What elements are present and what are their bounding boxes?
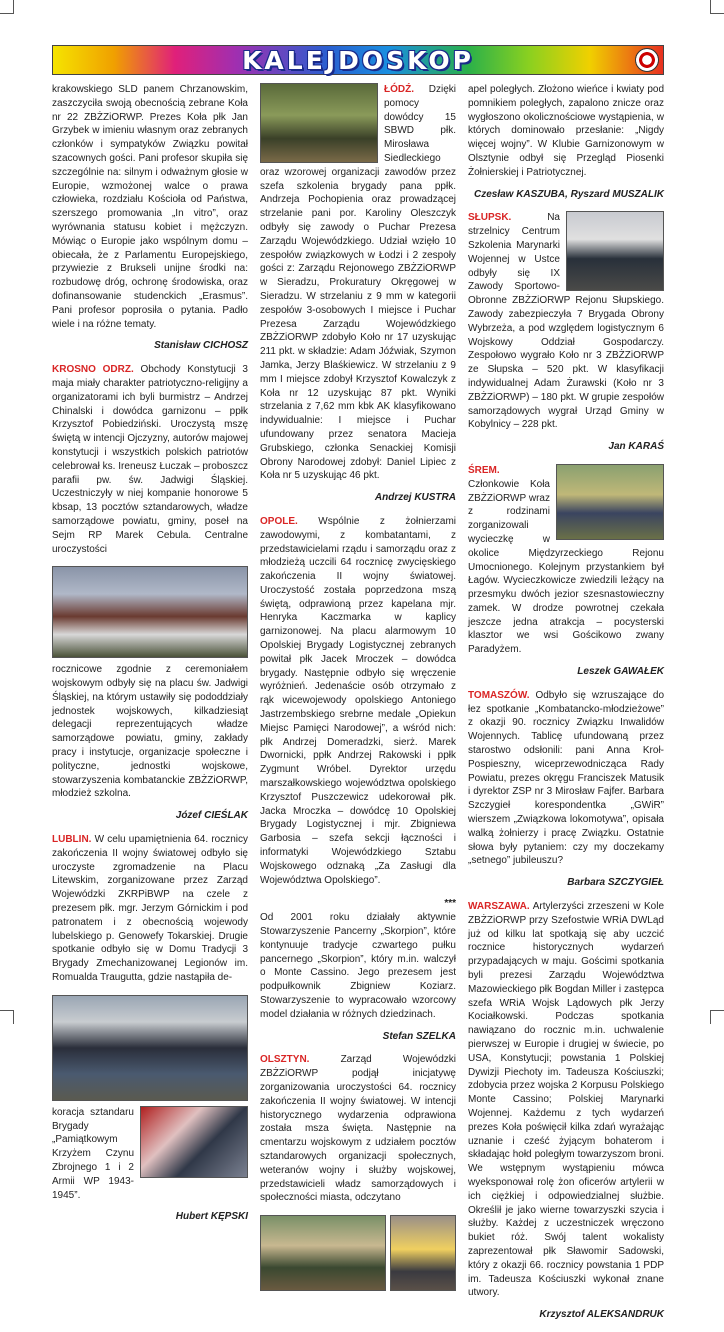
article-olsztyn-continued	[468, 83, 664, 180]
article-heading: ŁÓDŹ.	[384, 84, 414, 95]
header-banner	[52, 45, 664, 75]
photo-olsztyn-flowers	[390, 1215, 456, 1291]
section-separator: ***	[444, 898, 456, 910]
article-text: Wspólnie z żołnierzami zawodowymi, z kombatantami, z przedstawicielami rządu i samorządu oraz z młodzieżą uczcili 64 rocznicę zwycięskiego zakończenia II wojny światowej. Uroczystość została poprzedzona mszą świętą, odprawioną przez kapelana mjr. Henryka Kaczmarka w kaplicy garnizonowej. Na placu alarmowym 10 Opolskiej Brygady Logistycznej zebranych powitał płk Jacek Mroczek – dowódca brygady. Następnie odbyło się wręczenie wyróżnień. Jedenaście osób otrzymało z rąk wicewojewody opolskiego Antoniego Jastrzembskiego srebrne medale „Opiekun Miejsc Pamięci Narodowej”, a wśród nich: płk Andrzej Domeradzki, sierż. Marek Dwornicki, ppłk Andrzej Rakowski i ppłk Zygmunt Wróbel. Dyrektor urzędu marszałkowskiego województwa opolskiego Krzysztof Puszczewicz udekorował płk. Jacka Mroczka – dowódcę 10 Opolskiej Brygady Logistycznej i mjr. Zbigniewa Garbosia – szefa sekcji łączności i informatyki Wojewódzkiego Sztabu Wojskowego odznaką „Za Zasługi dla Województwa Opolskiego”.	[260, 515, 456, 886]
photo-slupsk-awards	[566, 211, 664, 291]
article-text: W celu upamiętnienia 64. rocznicy zakończenia II wojny światowej odbyło się uroczyste zgromadzenie na Placu Litewskim, zorganizowane przez Zarząd Wojewódzki ZKRPiBWP na czele z prezesem płk. mgr. Jerzym Górnickim i pod patronatem i z obecnością wojewody lubelskiego p. Genowefy Tokarskiej. Drugie spotkanie odbyło się w Domu Tradycji 3 Brygady Zmechanizowanej Legionów im. Romualda Traugutta, gdzie nastąpiła de-	[52, 834, 248, 984]
author-signature: Andrzej KUSTRA	[374, 492, 456, 504]
column-right	[468, 83, 664, 1332]
article-text: Artylerzyści zrzeszeni w Kole ZBŻZiORWP przy Szefostwie WRiA DWLąd już od kilku lat spotkają się aby uczcić rocznice historycznych wydarzeń przypadających w maju. Gościmi spotkania byli prezesi Zarządu Województwa Mazowieckiego płk Bogdan Miller i zastępca szefa WRiA Wojsk Lądowych płk Jerzy Kociałkowski. Podczas spotkania nawiązano do rocznic m.in. uchwalenie pierwszej w Europie i drugiej w świecie, po USA, Konstytucji; powstania 1 Polskiej Dywizji Piechoty im. Tadeusza Kościuszki; zdobycia przez wojska 2 Korpusu Polskiego Monte Cassino; Polskiej Marynarki Wojennej. Każdemu z tych wydarzeń prezes Koła poświęcił kilka zdań wyrażając uznanie i cześć żyjącym bohaterom i składając hołd poległym towarzyszom broni. We wstępnym wystąpieniu mówca wyeksponował rolę żon oficerów artylerii w ich ciężkiej i odpowiedzialnej służbie. Określił je jako wierne towarzyszki szycia i służby. Każdej z uczestniczek wręczono bukiet róż. Swój talent wokalisty zaprezentował płk Sławomir Sadowski, który z okazji 66. rocznicy powstania 1 PDP im. Tadeusza Kościuszki wykonał znane utwory.	[468, 901, 665, 1299]
article-text: Na strzelnicy Centrum Szkolenia Marynarki Wojennej w Ustce odbyły się IX Zawody Sportowo-Obronne ZBŻZiORWP Rejonu Słupskiego. Zawody zabezpieczyła 7 Brygada Obrony Wybrzeża, a pod względem logistycznym 6 Wojskowy Oddział Gospodarczy. Zespołowo wygrało Koło nr 3 ZBŻZiORWP ze Słupska – 520 pkt. W klasyfikacji indywidualnej Adam Żurawski (Koło nr 3 ZBŻZiORWP) – 180 pkt. W grupie zespołów samorządowych wygrał Urząd Gminy w Kobylnicy – 228 pkt.	[468, 212, 664, 431]
crop-mark-top-right	[710, 0, 724, 14]
article-text: Od 2001 roku działały aktywnie Stowarzyszenie Pancerny „Skorpion”, które kontynuuje tradycje czwartego pułku pancernego „Skorpion”, który m.in. walczył o Monte Cassino. Jego prezesem jest podpułkownik Zbigniew Koziarz. Stowarzyszenie to wypracowało wzorcowy model działania w różnych dziedzinach.	[260, 912, 456, 1020]
emblem-icon	[635, 48, 659, 72]
article-opole-skorpion	[260, 911, 456, 1021]
article-intro	[52, 83, 248, 331]
article-text: Obchody Konstytucji 3 maja miały charakter patriotyczno-religijny a organizatorami ich byli burmistrz – Andrzej Chinalski i dowódca garnizonu – ppłk Krzysztof Pobiedziński. Uroczystą mszę świętą w intencji Ojczyzny, autorów majowej konstytucji i wszystkich polskich patriotów celebrował ks. Ireneusz Łuczak – proboszcz parafii pw. św. Jadwigi Śląskiej. Uczestniczyły w niej kompanie honorowe 5 kbsap, 13 pocztów sztandarowych, władze samorządowe powiatu, gminy, poseł na Sejm RP Marek Cebula. Centralne uroczystości	[52, 364, 248, 555]
article-text: krakowskiego SLD panem Chrzanowskim, zaszczyciła swoją obecnością zebrane Koła nr 22 ZBŻZiORWP. Prezes Koła płk Jan Grzybek w imieniu własnym oraz zebranych członków i sympatyków Związku powitał szacownych gości. Pani profesor skupiła się szczególnie na: silnym i odważnym głosie w Europie, wzmożonej walce o prawa człowieka, rozdziału Kościoła od Państwa, szerszego promowania „In vitro”, oraz wyrównania statusu kobiet i mężczyzn. Mówiąc o Europie jako wspólnym domu – obiecała, że z Parlamentu Europejskiego, przywiezie z Brukseli unijne środki na: rozbudowę dróg, ochronę środowiska, oraz dofinansowanie studenckich „Erasmus”. Pani profesor poprosiła o pytania. Padło wiele i na różne tematy.	[52, 84, 248, 330]
photo-lodz-shooting	[260, 83, 378, 163]
article-heading: OLSZTYN.	[260, 1054, 310, 1066]
article-krosno	[52, 363, 248, 556]
article-heading: WARSZAWA.	[468, 901, 530, 913]
photo-krosno-ceremony	[52, 566, 248, 658]
author-signature: Leszek GAWAŁEK	[577, 666, 664, 678]
photo-lublin-banner-decoration	[140, 1106, 248, 1178]
column-left	[52, 83, 248, 1234]
article-olsztyn	[260, 1053, 456, 1205]
article-warszawa	[468, 900, 664, 1300]
article-text: rocznicowe zgodnie z ceremoniałem wojskowym odbyły się na placu św. Jadwigi Śląskiej, na którym ustawiły się pododdziały jednostek wojskowych, kilkadziesiąt delegacji reprezentujących władze samorządowe powiatu, gminy, zakłady pracy i instytucje, organizacje społeczne i polityczne, jednostki wojskowe, stowarzyszenia kombatanckie ZBŻZiORWP, młodzież szkolna.	[52, 664, 248, 800]
article-text: Zarząd Wojewódzki ZBŻZiORWP podjął inicjatywę zorganizowania uroczystości 64. rocznicy zakończenia II wojny światowej. W intencji historycznego wydarzenia odprawiona została msza święta. Następnie na cmentarzu wojskowym z udziałem pocztów sztandarowych organizacji społecznych, weteranów wojny i służby wojskowej, przedstawicieli władz samorządowych i społeczności miasta, odczytano	[260, 1054, 456, 1204]
crop-mark-top-left	[0, 0, 14, 14]
article-heading: LUBLIN.	[52, 834, 92, 846]
author-signature: Stefan SZELKA	[382, 1030, 456, 1042]
author-signature: Józef CIEŚLAK	[175, 810, 248, 822]
author-signature: Jan KARAŚ	[608, 441, 664, 453]
author-signature: Barbara SZCZYGIEŁ	[567, 877, 664, 889]
page-title: KALEJDOSKOP	[242, 45, 474, 75]
crop-mark-bottom-left	[0, 1010, 14, 1024]
photo-lublin-gathering	[52, 995, 248, 1101]
article-lublin	[52, 833, 248, 985]
author-signature: Stanisław CICHOSZ	[154, 340, 248, 352]
author-signature: Krzysztof ALEKSANDRUK	[539, 1309, 664, 1321]
author-signature: Hubert KĘPSKI	[175, 1211, 248, 1223]
article-krosno-continued	[52, 663, 248, 801]
article-heading: SŁUPSK.	[468, 212, 512, 224]
crop-mark-bottom-right	[710, 1010, 724, 1024]
article-text: Dzięki pomocy dowódcy 15 SBWD płk. Mirosława Siedleckiego oraz wzorowej organizacji zawodów przez szefa szkolenia brygady pana ppłk. Andrzeja Pochopienia oraz prowadzącej strzelanie pani por. Karoliny Oleszczyk odbyły się zawody o Puchar Prezesa Zarządu Wojewódzkiego. Udział wzięło 10 zespołów związkowych w Łodzi i 2 zespoły gości z: Zarządu Rejonowego ZBŻZiORWP w Sieradzu, Prokuratury Okręgowej w Sieradzu. W strzelaniu z 9 mm w kategorii zespołów 3-osobowych I miejsce i Puchar Prezesa Zarządu Wojewódzkiego ZBŻZiORWP zdobyło Koło nr 17 uzyskując 211 pkt. w składzie: Adam Jóźwiak, Szymon Jamka, Jerzy Blaśkiewicz. W strzelaniu z 9 mm I miejsce zdobył Krzysztof Kowalczyk z Koła nr 12 uzyskując 87 pkt. Wyniki strzelania z 7,62 mm kbk AK klasyfikowano indywidualnie: I miejsce i Puchar ufundowany przez senatora Macieja Grubskiego, członka Senackiej Komisji Obrony Narodowej zdobył: Daniel Lipiec z Koła nr 5 uzyskując 46 pkt.	[260, 84, 456, 482]
photo-olsztyn-cemetery	[260, 1215, 386, 1291]
article-heading: OPOLE.	[260, 515, 298, 527]
column-middle	[260, 83, 456, 1291]
author-signature: Czesław KASZUBA, Ryszard MUSZALIK	[473, 188, 664, 200]
article-text: koracja sztandaru Brygady „Pamiątkowym Krzyżem Czynu Zbrojnego 1 i 2 Armii WP 1943-1945”.	[52, 1106, 134, 1201]
article-text: apel poległych. Złożono wieńce i kwiaty pod pomnikiem poległych, zapalono znicze oraz wygłoszono okolicznościowe wystąpienia, w których dominowało przesłanie: „Nigdy więcej wojny”. W Klubie Garnizonowym w Olsztynie odbył się Przegląd Piosenki Żołnierskiej i Patriotycznej.	[468, 84, 664, 178]
article-text: Odbyło się wzruszające do łez spotkanie „Kombatancko-młodzieżowe” z okazji 90. rocznicy Związku Inwalidów Wojennych. Tablicę ufundowaną przez starostwo odsłonili: pani Anna Kroł-Pospieszny, wiceprzewodnicząca Rady Powiatu, prezes okręgu Franciszek Matusik i dyrektor ZSP nr 3 Mirosław Fajfer. Barbara Szczygieł korespondentka „GWiR” wierszem „Związkowa lokomotywa”, opisała walką żołnierzy i pracę Związku. Ostatnie słowa były pytaniem: czy my doczekamy „setnego” jubileuszu?	[468, 689, 664, 867]
article-heading: ŚREM.	[468, 464, 500, 476]
article-text: Członkowie Koła ZBŻZiORWP wraz z rodzinami zorganizowali wycieczkę w okolice Międzyrzeckiego Rejonu Umocnionego. Kolejnym przystankiem był Łagów. Wycieczkowicze zwiedzili leżący na przesmyku dwóch jezior szesnastowieczny zamek. W drodze powrotnej czekała jeszcze jedna atrakcja – pocysterski klasztor we wsi Gościkowo zwany Paradyżem.	[468, 478, 664, 656]
article-heading: TOMASZÓW.	[468, 689, 530, 701]
photo-row-olsztyn	[260, 1215, 456, 1291]
article-tomaszow	[468, 689, 664, 868]
photo-srem-trip	[556, 464, 664, 540]
article-opole	[260, 515, 456, 888]
article-heading: KROSNO ODRZ.	[52, 364, 134, 376]
